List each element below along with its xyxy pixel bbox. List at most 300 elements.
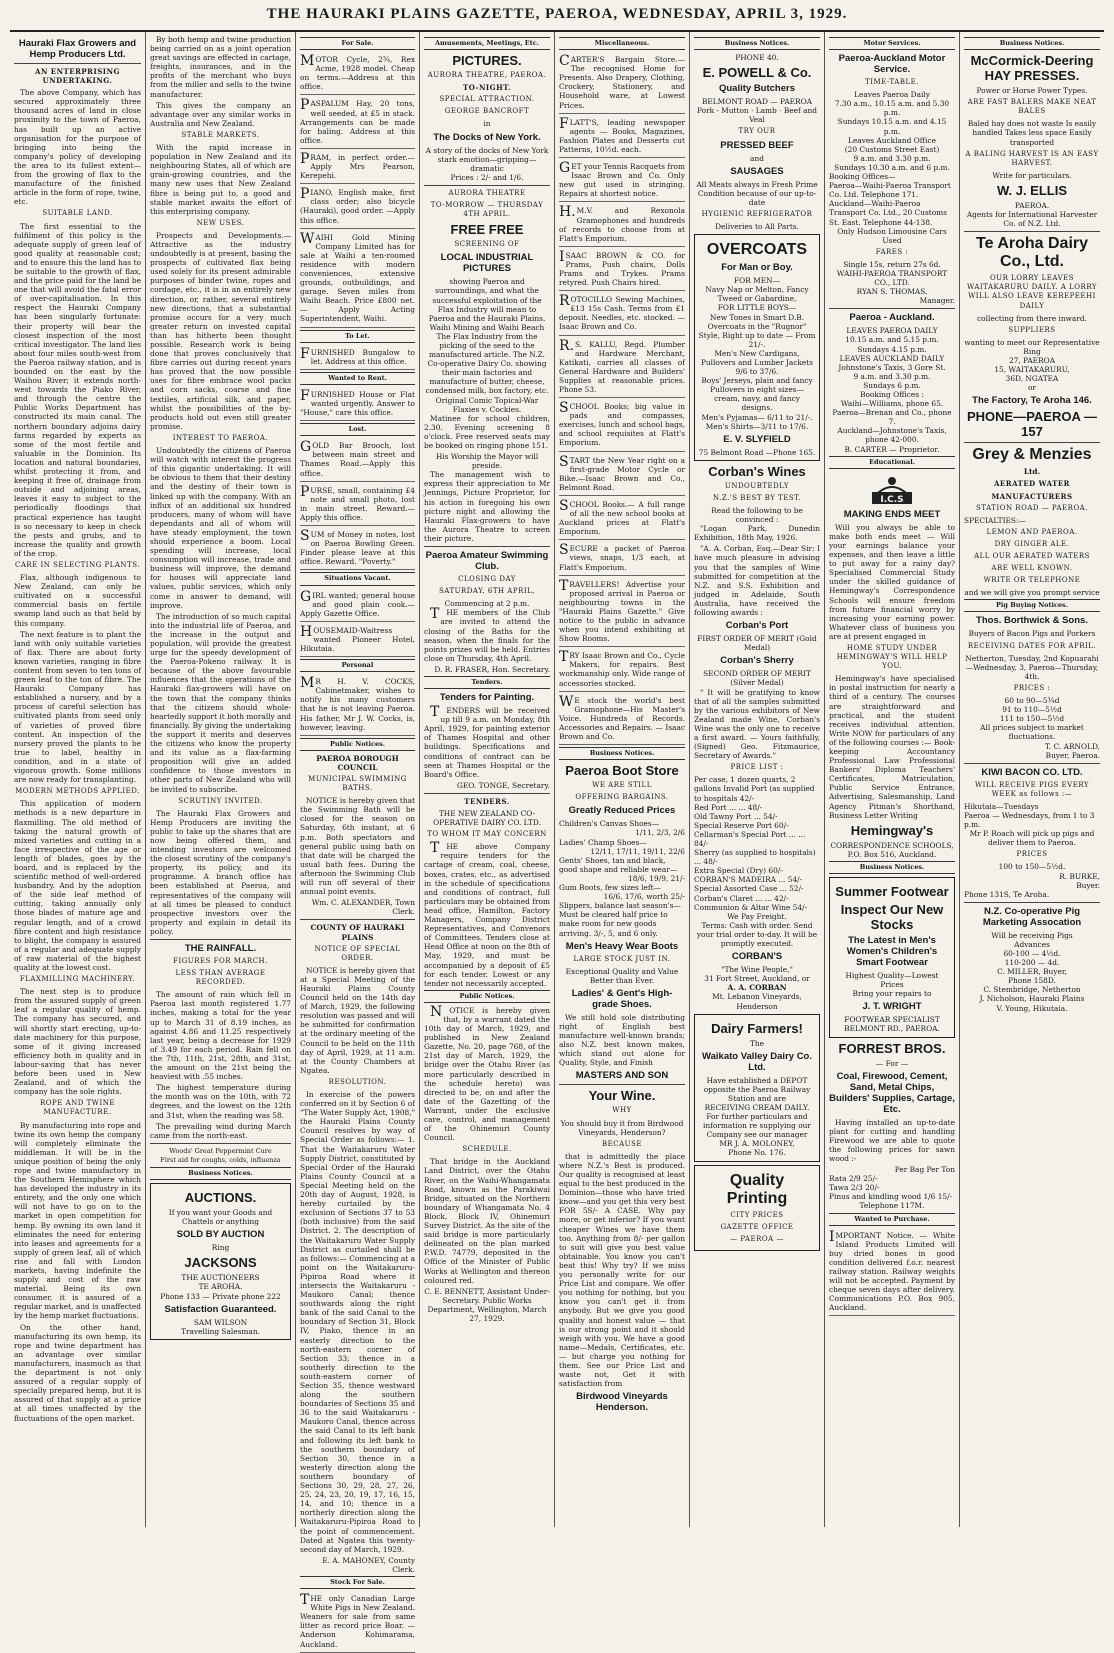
summer-footwear: Summer Footwear (835, 884, 949, 900)
schedule-text: That bridge in the Auckland Land District, over the Otahu River, on the Waihi-Whangamata Road, known as the Parakiwai Bridge, situated on the Northern boundary of Whangamata No. 4 Block, Block IV, Ohinemuri Survey District. As the site of the said bridge is more particularly delineated on the plan marked P.W.D. 74779, deposited in the Office of the Minister of Public Works at Wellington and thereon coloured red. (424, 1157, 550, 1285)
mens-boots-heading: Men's Heavy Wear Boots (565, 940, 679, 952)
paeroa-auckland-heading: Paeroa - Auckland. (849, 312, 935, 324)
plant-text: Having installed an up-to-date plant for cutting and handling Firewood we are able to quote the following prices for sawn wood :- (829, 1117, 955, 1163)
boot-store-name: Paeroa Boot Store (565, 763, 679, 779)
meat-pork: Pork (696, 106, 715, 116)
price-value: 18/6, 19/9, 21/- (628, 873, 685, 883)
section-heading: MODERN METHODS APPLIED. (15, 787, 140, 796)
hygienic-refrigerator: HYGIENIC REFRIGERATOR (701, 209, 813, 218)
price-list-item: Corban's Claret ... ... 42/- (694, 893, 789, 903)
fast-balers: ARE FAST BALERS MAKE NEAT BALES (967, 98, 1097, 116)
tomorrow-line: TO-MORROW — THURSDAY 4TH APRIL. (430, 201, 544, 219)
ics-emblem-icon (867, 472, 917, 506)
second-order: SECOND ORDER OF MERIT (Silver Medal) (703, 669, 811, 688)
pullovers-line: Pullovers in eight sizes— cream, navy, and fancy designs. (710, 385, 804, 413)
all-aerated: ALL OUR AERATED WATERS (974, 552, 1090, 560)
la-line: LEAVES AUCKLAND DAILY (839, 353, 945, 363)
price-3: 111 to 150—5½d (999, 714, 1065, 724)
bring-repairs: Bring your repairs to (852, 989, 932, 999)
special-attraction: SPECIAL ATTRACTION. (439, 95, 535, 104)
power-types: Power or Horse Power Types. (976, 86, 1088, 96)
article-paragraph: The introduction of so much capital into the industrial life of Paeroa, and the increase in the output and population, will provide the greatest urge for the speedy development of the Paeroa-Pokeno railway. It is because of the above favourable influences that the operations of the Hauraki flax-growers will have on the town that the company thinks that the citizens should whole-heartedly support it both morally and financially. By giving the undertaking the support it merits and deserves the citizens who know the property and its value as a flax-farming proposition will give an added confidence to those investors in other parts of New Zealand who will be invited to subscribe. (150, 611, 291, 794)
undoubtedly: UNDOUBTEDLY (724, 481, 790, 490)
tenders-text: TENDERS will be received up till 9 a.m. on Monday, 8th April, 1929, for painting exterior of Thames Hospital and other buildings. Specifications and conditions of contract can be seen at Thames Hospital or the Board's Office. (424, 704, 550, 779)
ring-3: 36D, NGATEA (1005, 374, 1059, 384)
for-boys-text: New Tones in Smart D.B. Overcoats in the "Rugnor" Style, Right up to date — From 21/-. (698, 312, 816, 349)
arnold-title: Buyer, Paeroa. (1045, 750, 1100, 760)
paeroa-auckland-motor: Paeroa-Auckland Motor Service. (838, 53, 946, 76)
price-value: 1/11, 2/3, 2/6 (635, 828, 685, 838)
section-heading: ROPE AND TWINE MANUFACTURE. (40, 1099, 115, 1117)
te-aroha-label: TE AROHA. (198, 1282, 243, 1292)
divider (964, 902, 1100, 903)
section-label: Business Notices. (150, 1167, 291, 1180)
will-receiving: Will be receiving Pigs (991, 930, 1073, 940)
letter-text: "A. A. Corban, Esq.—Dear Sir: I have much pleasure in advising you that the samples of Wine submitted for competition at the N.Z. and S.S. Exhibition and judged in Adelaide, South Australia, have received the following awards : (694, 544, 820, 618)
slyfield-address: 75 Belmont Road —Phone 165. (698, 447, 816, 457)
rainfall-subtitle-2: LESS THAN AVERAGE RECORDED. (175, 969, 266, 987)
section-label: Wanted to Rent. (300, 372, 415, 385)
advances-label: Advances (1014, 939, 1050, 949)
gratifying-text: " It will be gratifying to know that of all the samples submitted by the various exhibitors of New Zealand made Wine, Corban's Wine was the only one to receive a first award. — Yours faithfully, (Signed) Geo. Fitzmaurice, Secretary of Awards." (694, 687, 820, 761)
notice-signature: E. A. MAHONEY, County Clerk. (322, 1555, 415, 1574)
powell-phone: PHONE 40. (735, 53, 779, 63)
article-paragraph: The Hauraki Flax Growers and Hemp Producers are inviting the public to take up the shares that are now being offered them, and intending investors are welcomed the closest scrutiny of the company's property, its policy, and its programme. A branch office has been established at Paeroa, and representatives of the company will at all times be pleased to conduct prospective investors over the property and explain in detail its policy. (150, 808, 291, 936)
try-our: TRY OUR (738, 127, 776, 136)
bo-2: Paeroa—Brenan and Co., phone 7. (832, 408, 952, 427)
or-word: or (1028, 383, 1036, 393)
classified-ad: IMPORTANT Notice. — White Island Products Limited will buy dried bones in good condition delivered f.o.r. nearest railway station. Railway weights will not be accepted. Payment by cheque seven days after delivery. Communications P.O. Box 905, Auckland. (829, 1229, 955, 1317)
terms-line: Terms: Cash with order. Send your trial order to-day. It will be promptly executed. (696, 920, 818, 949)
section-label: Public Notices. (424, 990, 550, 1003)
wright-name: J. T. WRIGHT (862, 1001, 922, 1013)
price-list-item: Extra Special (Dry) 60/- (694, 866, 783, 876)
sold-word: SOLD (176, 1229, 204, 1241)
per-bag-header: Per Bag Per Ton (894, 1165, 955, 1175)
article-paragraph: Undoubtedly the citizens of Paeroa will watch with interest the progress of this gigantic undertaking. It will be obvious to them that their destiny and the destiny of their town is linked up with the company. With an influx of an additional six hundred producers, many of whom will have dependants and all of whom will have steady employment, the town should experience a boom. Local spending will increase, local consumption will increase, trade and business will improve, the demand for houses will appreciate land values, public services, which only come in answer to demand, will improve. (150, 446, 291, 610)
auctions-heading: AUCTIONS. (184, 1190, 257, 1206)
classified-ad: MR H. V. COCKS, Cabinetmaker, wishes to notify his many customers that he is not leaving Paeroa. His father, Mr J. W. Cocks, is, however, leaving. (300, 675, 415, 736)
auctioneers-label: THE AUCTIONEERS (181, 1273, 260, 1283)
classified-ad: SECURE a packet of Paeroa views, snaps, 1/3 each, at Flatt's Emporium. (559, 542, 685, 575)
classified-ad: SCHOOL Books; big value in pads and compasses, exercises, lunch and school bags, and school requisites at Flatt's Emporium. (559, 400, 685, 451)
pressed-beef: PRESSED BEEF (720, 139, 794, 151)
price-value: 16/6, 17/6, worth 25/- (603, 892, 685, 902)
classified-ad: FURNISHED House or Flat wanted urgently. Answer to "House," care this office. (300, 388, 415, 421)
section-label: Tenders. (424, 676, 550, 689)
hemingways-name: Hemingway's (850, 822, 934, 838)
column-1 (10, 32, 146, 1527)
notice-text: NOTICE is hereby given that at a Special Meeting of the Hauraki Plains County Council held on the 14th day of March, 1929, the following resolution was passed and will be submitted for confirmation at the ordinary meeting of the Council to be held on the 11th day of April, 1929, at 11 a.m. at the County Chambers at Ngatea. (300, 965, 415, 1075)
cardigans-price: 9/6 to 37/6. (735, 367, 779, 377)
county-heading: COUNTY OF HAURAKI PLAINS (310, 923, 405, 942)
leaves-auckland: Leaves Auckland Office (848, 135, 936, 145)
article-paragraph: By both hemp and twine production being carried on as a joint operation great savings are effected in cartage, freights, insurances, and in the profits of the merchant who buys from the miller and sells to the twine manufacturer. (150, 35, 291, 99)
price-list-item: Cellarman's Special Port ... ... 84/- (694, 829, 806, 848)
sold-by-auction (154, 1229, 287, 1240)
divider (150, 1143, 291, 1144)
classified-ad: HOUSEMAID-Waitress wanted Pioneer Hotel, Hikutaia. (300, 624, 415, 657)
dates-text: Netherton, Tuesday, 2nd Kopuarahi—Wednesday, 3, Paeroa—Thursday, 4th. (965, 653, 1099, 681)
ring-label: Ring (211, 1243, 230, 1253)
classified-ad: PIANO, English make, first class order; also bicycle (Hauraki), good order. —Apply this office. (300, 186, 415, 228)
all-prices: All prices subject to market fluctuations. (980, 723, 1084, 742)
flax-article-title: Hauraki Flax Growers and Hemp Producers Ltd. (18, 38, 137, 60)
first-order: FIRST ORDER OF MERIT (Gold Medal) (697, 634, 817, 653)
column-2 (146, 32, 296, 1527)
article-paragraph: On the other hand, manufacturing its own hemp, its rope and twine department has an advantage over similar manufacturers, inasmuch as that the department is not only assured of a regular supply of specially prepared hemp, but it is assured of that supply at a price at all times unaffected by the fluctuations of the open market. (14, 1322, 141, 1423)
slyfield-name: E. V. SLYFIELD (723, 433, 791, 445)
tonight-label: TO-NIGHT. (463, 83, 511, 93)
correspondence: CORRESPONDENCE SCHOOLS, (830, 840, 954, 850)
classified-ad: PASPALUM Hay, 20 tons, well seeded, at £5 in stack. Arrangements can be made for baling. Address at this office. (300, 97, 415, 148)
corbans-address: 31 Fort Street, Auckland, or (704, 974, 810, 984)
miller-name: C. MILLER, Buyer, (997, 967, 1067, 977)
notice-signature: D. R. FRASER, Hon. Secretary. (434, 664, 550, 674)
depot-line: Have established a DEPOT (706, 1075, 808, 1085)
article-paragraph: The next step is to produce from the assured supply of green leaf a regular quality of hemp. The company has secured, and will shortly start erecting, up-to-date machinery for this purpose, some of it giving increased efficiency both in quality and in labour-saving that has never before been used in New Zealand, and of which the company has the sole rights. (14, 987, 141, 1097)
your-wine-heading: Your Wine. (588, 1088, 656, 1104)
carter-proprietor: B. CARTER — Proprietor. (844, 444, 940, 454)
logan-line: "Logan Park, Dunedin Exhibition, 18th May, 1926. (694, 524, 820, 543)
because-text: that is admittedly the place where N.Z.'s Best is produced. Our quality is recognised at least equal to the best produced in the Dominion—those who have tried know—and you get this very best FOR 5S/- A CASE. Why pay more, or get inferior? If you want cheaper Wines we have them too. Anything from 8/- per gallon to suit will give you best value obtainable. You know you can't beat this! Why try? If we miss you personally write for our Price List and compare. We offer you nothing for nothing, but you know you can't get it from anybody. But we give you good quality and honest value — that is our strong point and it should weigh with you. We have a good name—Medals, Certificates, etc.— but charge you nothing for them. See our Price List and waste not, Get it with satisfaction from (559, 1151, 685, 1389)
making-ends-meet: MAKING ENDS MEET (843, 508, 941, 520)
public-notice-text: NOTICE is hereby given that, by a warrant dated the 10th day of March, 1929, and published in New Zealand Gazette, No. 20, page 768, of the 21st day of March, 1929, the bridge over the Otahu River (as more particularly described in the schedule hereto) was directed to be, on and after the date of the Gazetting of the Warrant, under the exclusive care, control, and management of the Ohinemuri County Council. (424, 1003, 550, 1143)
price-list-item: Sherry (as supplied to hospitals) ... 48/- (694, 848, 816, 867)
dry-ginger: DRY GINGER ALE. (994, 539, 1070, 548)
aerated-water: AERATED WATER (993, 479, 1070, 489)
price-item: Ladies' Champ Shoes— (559, 837, 647, 847)
classified-ad: WE stock the world's best Gramophone—His Master's Voice. Hundreds of Records. Accessories and Repairs. — Isaac Brown and Co. (559, 694, 685, 745)
sundays-2: Sundays 10.30 a.m. and 6 p.m. (834, 162, 950, 172)
saturday-line: SATURDAY, 6TH APRIL, (439, 587, 535, 596)
council-heading: PAEROA BOROUGH COUNCIL (316, 753, 399, 772)
article-paragraph: Prospects and Developments.—Attractive as the industry undoubtedly is at present, basing the prospects of cultivated flax being used solely for its present admirable purposes of binder twine, ropes and cordage, etc., it is in an entirely new direction, or, rather, several entirely new directions, that a substantial promise occurs for a very much greater return on invested capital than has hitherto been thought possible. Research work is being done that proves conclusively that fibre carries out during recent years has proved that the now possible uses for fibre embrace wool packs and corn sacks, coarse and fine textiles, artificial silk, and paper, whilst the possibilities of the by-products hold out even still greater promise. (150, 230, 291, 431)
column-6 (690, 32, 825, 1527)
baths-heading: MUNICIPAL SWIMMING BATHS. (308, 775, 407, 793)
la-times: 9 a.m. and 3.30 p.m. (853, 371, 931, 381)
ring-1: 27, PAEROA (1008, 355, 1056, 365)
classified-ad: FLATT'S, leading newspaper agents — Books, Magazines, Fashion Plates and Desserts cut Patterns, 10½d. each. (559, 116, 685, 158)
section-label: Business Notices. (559, 747, 685, 760)
section-heading: SUITABLE LAND. (42, 209, 113, 218)
wright-footwear-ad (829, 877, 955, 1037)
hemingway-text: Hemingway's have specialised in postal instruction for nearly a third of a century. The courses are straightforward and practical, and the student receives individual attention. Write NOW for particulars of any of the following courses :— Book-keeping Accountancy Professional Law Professional Bankers' Diploma Teachers' Certificates, Matriculation, Public Service Entrance, Advertising, Salesmanship, Land Agency Pitman's Shorthand, Business Letter Writing (829, 674, 955, 820)
write-line: Write for particulars. (992, 170, 1072, 180)
for-boys-label: FOR LITTLE BOYS— (717, 303, 797, 313)
classified-ad: PURSE, small, containing £4 note and small photo, lost in main street. Reward.—Apply this office. (300, 484, 415, 526)
opposite-line: opposite the Paeroa Railway (703, 1084, 811, 1094)
sundays-1: Sundays 10.15 a.m. and 4.15 p.m. (837, 117, 947, 136)
section-label: Miscellaneous. (559, 37, 685, 50)
salesman-name: SAM WILSON (193, 1317, 248, 1327)
dairy-farmers-heading: Dairy Farmers! (711, 1020, 803, 1036)
and-word: and (750, 153, 764, 163)
station-line: Station and are (728, 1093, 786, 1103)
meats-text: All Meats always in Fresh Prime Condition because of our up-to-date (696, 179, 818, 207)
film-title: The Docks of New York. (433, 131, 541, 143)
management-text: The management wish to express their appreciation to Mr Jennings, Picture Proprietor, for his action in foregoing his own picture night and allowing the Hauraki Flax-growers to have the Aurora Theatre to screen their picture. (424, 470, 550, 543)
commencing-line: Commencing at 2 p.m. (444, 599, 530, 609)
burke-phone: Phone 131S, Te Aroha. (964, 889, 1050, 899)
ellis-name: W. J. ELLIS (996, 182, 1068, 198)
section-label: Wanted to Purchase. (829, 1213, 955, 1226)
section-heading: STABLE MARKETS. (181, 130, 260, 139)
lorry-text: OUR LORRY LEAVES WAITAKARURU DAILY. A LORRY WILL ALSO LEAVE KEREPEEHI DAILY (967, 274, 1097, 310)
rainfall-text: The amount of rain which fell in Paeroa last month registered 1.77 inches, making a total for the year up to March 31 of 8.19 inches, as against 4.86 and 11.25 respectively last year, being a decrease for 1929 of 3.49 for each period. Rain fell on the 7th, 11th, 21st, 28th, and 31st, the amount on the 21st being the heaviest with .55 inches. (150, 990, 291, 1082)
ics-text: I.C.S (880, 494, 904, 505)
section-label: Situations Vacant. (300, 572, 415, 585)
price-list-item: Old Tawny Port ... 54/- (694, 811, 778, 821)
section-heading: NEW USES. (196, 218, 245, 227)
whom-text: THE above Company require tenders for the cartage of cream, coal, cheese, boxes, crates, etc., as advertised in the schedule of specifications and conditions of contract, full particulars may be obtained from head office, Hamilton, Factory Managers, Company District Representatives, and Convenors of Committees. Tenders close at Head Office at noon on the 8th of May, 1929, and must be accompanied by a deposit of £5 for each tender. Lowest or any tender not necessarily accepted. (424, 840, 550, 988)
screening-of: SCREENING OF (454, 240, 520, 249)
special-order-heading: NOTICE OF SPECIAL ORDER. (314, 944, 401, 962)
classified-ad: ROTOCILLO Sewing Machines, £13 15s Cash. Terms from £1 deposit. Needles, etc. stocked. —Isaac Brown and Co. (559, 293, 685, 335)
ring-2: 15, WAITAKARURU, (994, 365, 1070, 375)
for-men-label: FOR MEN— (734, 276, 780, 286)
article-paragraph: The next feature is to plant the land with only suitable varieties of flax. There are about forty known varieties, ranging in fibre content from seven to ten tons of green leaf to the ton of fibre. The Hauraki Company has established a nursery, and by a process of careful selection has cultivated plants from seed only of varieties of proved fibre content. An inspection of the nursery proved the plants to be true to label, healthy in condition, and in a state of vigorous growth. Some millions are now ready for transplanting. (14, 629, 141, 785)
kiwi-prices: PRICES (1016, 850, 1048, 859)
exceptional-line: Exceptional Quality and Value Better than Ever. (565, 966, 679, 985)
closing-day: CLOSING DAY (458, 575, 516, 584)
prices-line: Prices : 2/- and 1/6. (450, 172, 524, 182)
meat-mutton: Mutton (721, 106, 749, 116)
burke-title: Buyer. (1076, 880, 1100, 890)
prices-label: PRICES : (1013, 683, 1051, 692)
wpt-name: WAIHI-PAEROA TRANSPORT CO., LTD. (836, 268, 948, 288)
wood-pinus: Pinus and kindling wood 1/6 15/- (829, 1192, 953, 1202)
section-label: Public Notices. (300, 738, 415, 751)
price-item: Children's Canvas Shoes— (559, 819, 660, 829)
flax-article-subtitle: AN ENTERPRISING UNDERTAKING. (35, 67, 120, 86)
the-word: The (749, 1038, 765, 1048)
write-telephone: WRITE OR TELEPHONE (983, 576, 1081, 585)
article-paragraph: This application of modern methods is a new departure in flaxmilling. The old method of taking the natural growth of mixed varieties and cutting in a face irrespective of the age or length of blades, goes by the board, and is replaced by the scientific method of well-ordered husbandry. And by the adoption of the side leaf method of cutting, taking annually only those blades of mature age and regular length, and of a crowd fibre content and high resistance to blight, the company is assured of a regular and adequate supply of raw material of the highest quality at the lowest cost. (14, 799, 141, 972)
classified-ad: CARTER'S Bargain Store.— The recognised Home for Presents. Also Drapery, Clothing, Crockery, Stationery, and Household ware, at Lowest Prices. (559, 53, 685, 114)
divider (424, 793, 550, 794)
arnold-name: T. C. ARNOLD, (1045, 741, 1100, 751)
overcoats-heading: OVERCOATS (706, 241, 808, 259)
classified-ad: ISAAC BROWN & CO. for Prams, Push chairs, Dolls Prams and Trykes. Prams retyred. Push Chairs hired. (559, 249, 685, 291)
divider (14, 63, 141, 64)
corbans-name: CORBAN'S (731, 951, 783, 963)
meat-list: Pork · Mutton · Lamb · Beef and Veal (696, 106, 818, 125)
lp-times: 10.15 a.m. and 5.15 p.m. (845, 335, 939, 345)
section-heading: SCRUTINY INVITED. (178, 796, 263, 805)
mayor-line: His Worship the Mayor will preside. (435, 452, 539, 471)
section-heading: FLAXMILLING MACHINERY. (19, 975, 136, 984)
offering-line: OFFERING BARGAINS. (575, 793, 669, 802)
ics-logo (829, 472, 955, 506)
rainfall-text: The highest temperature during the month was on the 10th, with 72 degrees, and the lowest on the 12th and 31st, when the reading was 58. (150, 1083, 291, 1120)
divider (964, 763, 1100, 764)
latest-footwear: The Latest in Men's Women's Children's Smart Footwear (846, 935, 938, 969)
film-description: A story of the docks of New York stark emotion—gripping—dramatic (425, 145, 549, 173)
classified-ad: WAIHI Gold Mining Company Limited has for sale at Waihi a ten-roomed residence with modern conveniences, extensive grounds, outbuildings, and garage. Seven miles from Waihi Beach. Price £800 net. — Apply Acting Superintendent, Waihi. (300, 231, 415, 328)
greatly-reduced: Greatly Reduced Prices (568, 805, 676, 817)
prompt-service: and we will give you prompt service (964, 588, 1100, 598)
columns (10, 32, 1104, 1649)
baling-harvest: A BALING HARVEST IS AN EASY HARVEST. (965, 149, 1099, 167)
jacksons-auction-ad (150, 1183, 291, 1340)
article-paragraph: The first essential to the fulfilment of this policy is the adequate supply of green leaf of good quality at reasonable cost; and to ensure this the land has to be suitable to the growth of flax, and the price paid for the land be one that will avoid the fatal error of over-capitalisation. In this respect the Hauraki Company has been singularly fortunate: their property will bear the closest inspection of the most critical investigator. The land lies about four miles south-west from the Paeroa railway station, and is bounded on the east by the Waihou River; it extends north-west towards the Piako River, and through the centre the Public Works Department has constructed its main canal. The northern boundary adjoins dairy farms regarded by experts as some of the most fertile and valuable in the Dominion. Its location and natural boundaries, whilst protecting it from, and keeping it free of, drainage from outside and adjoining areas, leaves it easy to subject to the periodically floodings that practical experience has taught is so necessary to keep in check the pests and grubs, and to increase the quality and growth of the crop. (14, 221, 141, 558)
column-5 (555, 32, 690, 1527)
mt-lebanon: Mt. Lebanon Vineyards, Henderson (712, 992, 802, 1011)
borthwick-name: Thos. Borthwick & Sons. (976, 615, 1088, 627)
because-label: BECAUSE (602, 1139, 642, 1148)
classified-ad: TRY Isaac Brown and Co., Cycle Makers, for repairs. Best workmanship only. Wide range of accessories stocked. (559, 649, 685, 691)
suppliers-label: SUPPLIERS (1008, 325, 1056, 334)
ladies-text: We still hold sole distributing right of English best manufacture well-known brands; also N.Z. best known makes, which stand out alone for Quality, Style, and Finish (559, 1012, 685, 1068)
baled-list: Baled hay does not waste Is easily handled Takes less space Easily transported (967, 119, 1097, 147)
classified-ad: MOTOR Cycle, 2¾, Rex Acme, 1928 model. Cheap on terms.—Address at this office. (300, 53, 415, 95)
roach-line: Mr P. Roach will pick up pigs and deliver them to Paeroa. (969, 829, 1095, 848)
edu-text: Will you always be able to make both ends meet — Will your earnings balance your expenses, and then leave a little to put away for a rainy day? Specialised Commercial Study under the skilled guidance of Hemingway's Correspondence Schools will ensure freedom from future financial worry by increasing your earning power. Whatever class of business you are at present engaged in (829, 522, 955, 641)
column-4 (420, 32, 555, 1527)
mccormick-heading: McCormick-Deering HAY PRESSES. (970, 53, 1094, 84)
buyers-line: Buyers of Bacon Pigs and Porkers (968, 629, 1096, 639)
stembridge: C. Stembridge, Netherton (983, 985, 1081, 995)
phone-paeroa-157: PHONE—PAEROA —157 (966, 409, 1097, 440)
waikato-dairy-ad (694, 1014, 820, 1162)
masthead: THE HAURAKI PLAINS GAZETTE, PAEROA, WEDNESDAY, APRIL 3, 1929. (10, 6, 1104, 32)
price-list-item: Communion & Altar Wine 54/- (694, 902, 808, 912)
notice-text: NOTICE is hereby given that the Swimming Bath will be closed for the season on Saturday, 6th instant, at 6 p.m. Both spectators and general public using bath on that date will be charged the usual bath fees. During the afternoon the Swimming Club will run off several of their annual point events. (300, 796, 415, 897)
will-receive: WILL RECEIVE PIGS EVERY WEEK as follows :— (974, 780, 1090, 798)
article-paragraph: With the rapid increase in population in New Zealand and its neighbouring States, all of which are grain-growing countries, and the many new uses that New Zealand fibre is being put to, a good and stable market awaits the effort of this enterprising company. (150, 143, 291, 216)
article-paragraph: This gives the company an advantage over any similar works in Australia and New Zealand. (150, 100, 291, 128)
classified-ad: H.M.V. and Rexonola Gramophones and hundreds of records to choose from at Flatt's Emporium. (559, 204, 685, 246)
section-label: Educational. (829, 456, 955, 469)
article-paragraph: The above Company, which has secured approximately three thousand acres of land in close proximity to the town of Paeroa, has built up an active organisation for the purpose of bringing into being the company's policy of developing the area to its fullest extent—from the growing of flax to the manufacture of the finished article in the form of rope, twine, etc. (14, 88, 141, 207)
deliveries-line: Deliveries to All Parts. (715, 222, 799, 232)
slyfield-overcoats-ad (694, 234, 820, 461)
station-road: STATION ROAD — PAEROA. (976, 503, 1088, 512)
leaves-paeroa: Leaves Paeroa Daily (854, 90, 930, 100)
article-paragraph: Flax, although indigenous to New Zealand, can only be cultivated on a successful commercial basis on fertile swamp land such as that held by this company. (14, 573, 141, 628)
corbans-port: Corban's Port (725, 620, 789, 632)
paeroa-label: — PAEROA — (730, 1234, 784, 1243)
price-1: 60 to 90—5¾d (1004, 696, 1060, 706)
star-name: GEORGE BANCROFT (444, 107, 530, 116)
te-aroha-dairy: Te Aroha Dairy Co., Ltd. (975, 235, 1089, 271)
divider (300, 919, 415, 920)
wanting-line: wanting to meet our Representative Ring (964, 337, 1100, 356)
receiving-dates: RECEIVING DATES FOR APRIL. (967, 641, 1097, 650)
section-heading: CARE IN SELECTING PLANTS. (14, 560, 140, 569)
grey-menzies: Grey & Menzies (972, 446, 1092, 464)
fares-value: Single 15s, return 27s 6d. (843, 259, 941, 269)
booking-1: Paeroa—Waihi-Paeroa Transport Co. Ltd. Telephone 171. (829, 181, 951, 200)
nz-coop-pig: N.Z. Co-operative Pig Marketing Assocation (982, 905, 1082, 928)
classified-ad: SUM of Money in notes, lost on Paeroa Bowling Green. Finder please leave at this office. Reward. "Poverty." (300, 528, 415, 570)
corbans-sherry: Corban's Sherry (720, 655, 794, 667)
booking-2: Auckland—Waihi-Paeroa Transport Co. Ltd., 20 Customs St. East. Telephone 44-138. (829, 199, 947, 227)
notice-signature: GEO. TONGE, Secretary. (456, 780, 550, 790)
receiving-line: RECEIVING CREAM DAILY. (704, 1102, 810, 1112)
divider (150, 939, 291, 940)
la-sundays: Sundays 6 p.m. (863, 380, 921, 390)
ellis-town: PAEROA. (1014, 200, 1050, 210)
section-label: Lost. (300, 423, 415, 436)
tenders-painting-heading: Tenders for Painting. (439, 692, 535, 704)
section-label: Business Notices. (694, 37, 820, 50)
classified-ad: START the New Year right on a first-grade Motor Cycle or Bike.—Isaac Brown and Co., Belmont Road. (559, 454, 685, 496)
pyjamas-line: Men's Pyjamas— 6/11 to 21/-. (701, 412, 813, 422)
classified-ad: TRAVELLERS! Advertise your proposed arrival in Paeroa or neighbouring towns in the "Hauraki Plains Gazette." Give notice to the public in advance when you intend exhibiting at Show Rooms. (559, 578, 685, 648)
wood-tawa: Tawa 2/3 20/- (829, 1183, 880, 1193)
manufacturers: MANUFACTURERS (991, 491, 1073, 501)
auction-text: If you want your Goods and Chattels or anything (168, 1208, 273, 1227)
schedule-heading: SCHEDULE. (462, 1145, 512, 1154)
shirts-line: Men's Shirts—3/11 to 17/6. (705, 421, 809, 431)
divider (424, 185, 550, 186)
divider (829, 308, 955, 309)
highest-quality: Highest Quality—Lowest Prices (845, 971, 939, 990)
notice-signature: Wm. C. ALEXANDER, Town Clerk. (311, 898, 415, 917)
advance-2: 110-200 — 4d. (1004, 958, 1060, 968)
phone-line: Phone 133 — Private phone 222 (160, 1291, 281, 1301)
theatre-name: AURORA THEATRE, PAEROA. (427, 71, 547, 80)
lp-sundays: Sundays 4.15 p.m. (857, 344, 927, 354)
jerseys-line: Boys' Jerseys, plain and fancy (701, 376, 813, 386)
gazette-printing-ad (694, 1165, 820, 1251)
forrest-phone: Telephone 117M. (859, 1201, 925, 1211)
section-label: Business Notices. (829, 861, 955, 874)
classified-ad: GOLD Bar Brooch, lost between main street and Thames Road.—Apply this office. (300, 439, 415, 481)
fares-label: FARES : (875, 247, 909, 256)
young: V. Young, Hikutaia. (996, 1003, 1068, 1013)
advance-1: 60-100 — 4½d. (1003, 949, 1061, 958)
divider (964, 231, 1100, 232)
classified-ad: SCHOOL Books.— A full range of all the new school books at Auckland prices at Flatt's Emporium. (559, 498, 685, 540)
waikato-name: Waikato Valley Dairy Co. Ltd. (702, 1050, 812, 1073)
po-box: P.O. Box 516, Auckland. (847, 849, 937, 859)
meat-beef: Beef (783, 106, 801, 116)
belmont-road: BELMONT ROAD — PAEROA (701, 97, 813, 107)
matinee-text: Matinee for school children, 2.30. Evening screening 8 o'clock. Free reserved seats may be booked on ringing phone 151. (424, 413, 550, 450)
gazette-office: GAZETTE OFFICE (720, 1222, 794, 1231)
agents-line: Agents for International Harvester Co. of N.Z. Ltd. (966, 210, 1098, 229)
column-8 (960, 32, 1104, 1527)
burke-name: R. BURKE, (1059, 871, 1100, 881)
paeroa-line: Paeroa — Wednesdays, from 1 to 3 p.m. (964, 810, 1095, 830)
jacksons-name: JACKSONS (184, 1255, 257, 1271)
cardigans-line: Men's New Cardigans, Pullovers and Lumber Jackets (700, 348, 814, 367)
rainfall-subtitle: FIGURES FOR MARCH. (173, 957, 268, 965)
booking-label: Booking Offices— (829, 172, 896, 182)
ladies-heading: Ladies' & Gent's High-grade Shoes. (571, 987, 673, 1010)
section-heading: INTEREST TO PAEROA. (172, 433, 269, 442)
wright-address: BELMONT RD., PAEROA. (844, 1024, 940, 1034)
moloney-phone: Phone No. 176. (728, 1148, 786, 1158)
grey-ltd: Ltd. (1023, 467, 1041, 477)
quality-butchers: Quality Butchers (718, 83, 796, 95)
la-taxis: Johnstone's Taxis, 3 Gore St. (838, 362, 946, 372)
price-2: 91 to 110—5½d (1002, 705, 1062, 715)
hikutaia-line: Hikutaia—Tuesdays (964, 801, 1039, 811)
for-label: — For — (875, 1058, 909, 1068)
collecting-line: collecting from there inward. (977, 313, 1087, 323)
factory-line: The Factory, Te Aroha 146. (972, 395, 1092, 407)
time-table: TIME-TABLE. (865, 78, 919, 87)
swim-text: THE members of the Club are invited to attend the closing of the Baths for the season, when the finals for the points prizes will be held. Entries close on Thursday, 4th April. (424, 606, 550, 663)
rainfall-title: THE RAINFALL. (184, 943, 257, 954)
sausages: SAUSAGES (730, 165, 784, 177)
ryan-name: RYAN S. THOMAS. (856, 287, 928, 297)
price-list-item: CORBAN'S MADEIRA ... 54/- (694, 875, 803, 885)
